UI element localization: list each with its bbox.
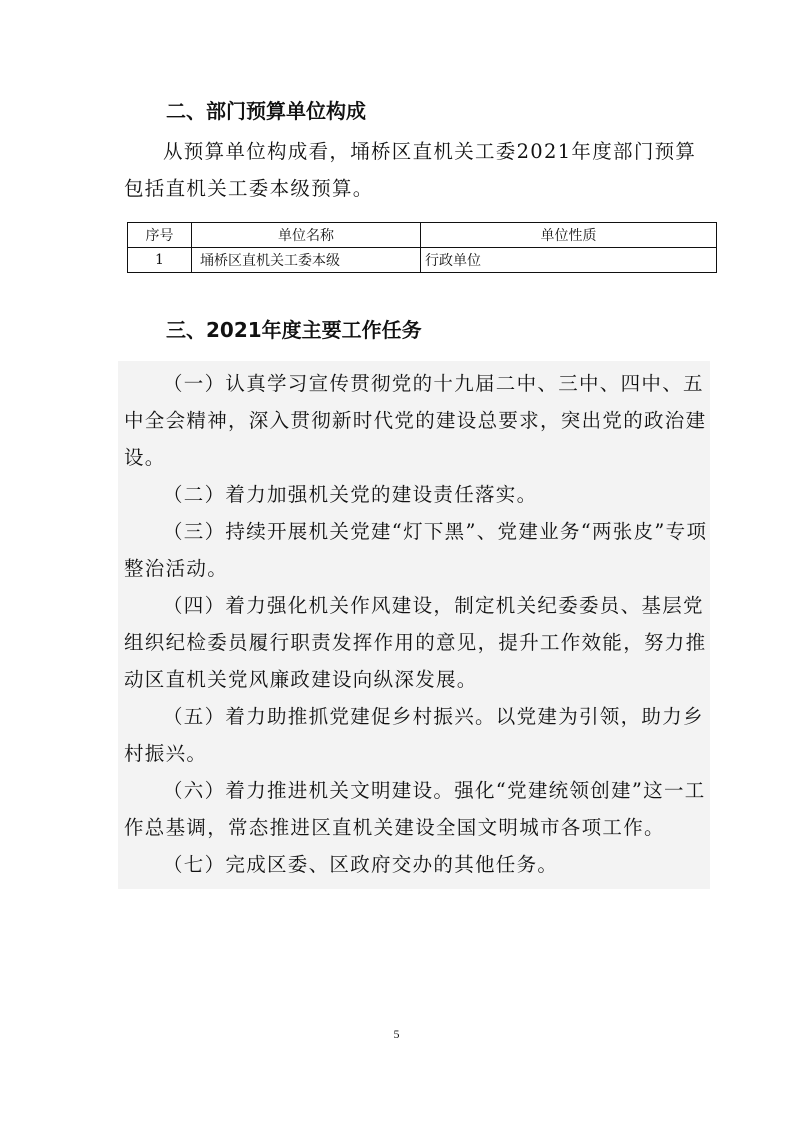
cell-index: 1 [128, 248, 192, 273]
task-item: （四）着力强化机关作风建设，制定机关纪委委员、基层党组织纪检委员履行职责发挥作用的意见，提升工作效能，努力推动区直机关党风廉政建设向纵深发展。 [124, 594, 707, 691]
main-tasks-list [118, 361, 710, 889]
table-row [128, 248, 717, 273]
budget-units-intro [124, 133, 709, 207]
page-number: 5 [393, 1027, 400, 1041]
task-item: （二）着力加强机关党的建设责任落实。 [163, 483, 538, 506]
section-heading-budget-units: 二、部门预算单位构成 [166, 99, 366, 123]
budget-unit-table [127, 222, 717, 273]
task-item: （一）认真学习宣传贯彻党的十九届二中、三中、四中、五中全会精神，深入贯彻新时代党的建设总要求，突出党的政治建设。 [124, 372, 707, 469]
intro-paragraph: 从预算单位构成看，埇桥区直机关工委2021年度部门预算包括直机关工委本级预算。 [124, 140, 697, 200]
header-unit-nature: 单位性质 [421, 223, 717, 248]
section-heading-main-tasks: 三、2021年度主要工作任务 [166, 318, 422, 342]
cell-unit-name: 埇桥区直机关工委本级 [192, 248, 421, 273]
task-item: （五）着力助推抓党建促乡村振兴。以党建为引领，助力乡村振兴。 [124, 705, 704, 765]
cell-unit-nature: 行政单位 [421, 248, 717, 273]
header-unit-name: 单位名称 [192, 223, 421, 248]
task-item: （六）着力推进机关文明建设。强化“党建统领创建”这一工作总基调，常态推进区直机关建设全国文明城市各项工作。 [124, 779, 706, 839]
header-index: 序号 [128, 223, 192, 248]
table-header-row [128, 223, 717, 248]
task-item: （三）持续开展机关党建“灯下黑”、党建业务“两张皮”专项整治活动。 [124, 520, 708, 580]
task-item: （七）完成区委、区政府交办的其他任务。 [163, 853, 559, 876]
